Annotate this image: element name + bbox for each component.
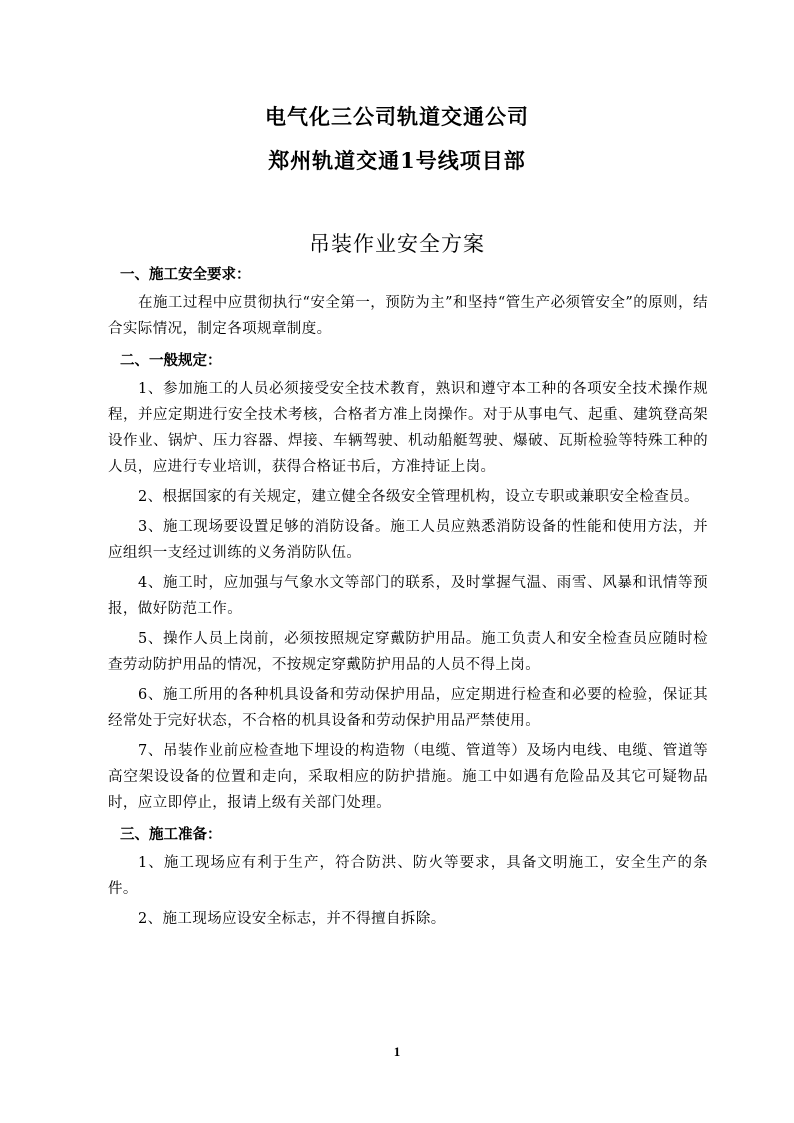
page-number: 1 xyxy=(393,1044,401,1059)
paragraph: 1、参加施工的人员必须接受安全技术教育，熟识和遵守本工种的各项安全技术操作规程，并应定期进行安全技术考核，合格者方准上岗操作。对于从事电气、起重、建筑登高架设作业、锅炉、压力容器、焊接、车辆驾驶、机动船艇驾驶、爆破、瓦斯检验等特殊工种的人员，应进行专业培训，获得合格证书后，方准持证上岗。 xyxy=(108,381,708,475)
document-body xyxy=(108,260,708,936)
section-heading: 三、施工准备： xyxy=(120,826,222,843)
paragraph: 6、施工所用的各种机具设备和劳动保护用品，应定期进行检查和必要的检验，保证其经常处于完好状态，不合格的机具设备和劳动保护用品严禁使用。 xyxy=(108,687,708,729)
paragraph: 7、吊装作业前应检查地下埋设的构造物（电缆、管道等）及场内电线、电缆、管道等高空架设设备的位置和走向，采取相应的防护措施。施工中如遇有危险品及其它可疑物品时，应立即停止，报请上级有关部门处理。 xyxy=(108,743,708,811)
paragraph: 在施工过程中应贯彻执行“安全第一，预防为主”和坚持“管生产必须管安全”的原则，结合实际情况，制定各项规章制度。 xyxy=(108,295,708,337)
paragraph: 4、施工时，应加强与气象水文等部门的联系，及时掌握气温、雨雪、风暴和讯情等预报，做好防范工作。 xyxy=(108,575,708,617)
section-heading: 一、施工安全要求： xyxy=(120,266,251,283)
section-heading: 二、一般规定： xyxy=(120,352,222,369)
paragraph: 2、根据国家的有关规定，建立健全各级安全管理机构，设立专职或兼职安全检查员。 xyxy=(138,489,699,505)
paragraph: 5、操作人员上岗前，必须按照规定穿戴防护用品。施工负责人和安全检查员应随时检查劳动防护用品的情况，不按规定穿戴防护用品的人员不得上岗。 xyxy=(108,631,708,673)
organization-name: 电气化三公司轨道交通公司 xyxy=(265,104,529,129)
paragraph: 3、施工现场要设置足够的消防设备。施工人员应熟悉消防设备的性能和使用方法，并应组织一支经过训练的义务消防队伍。 xyxy=(108,519,708,561)
paragraph: 1、施工现场应有利于生产，符合防洪、防火等要求，具备文明施工，安全生产的条件。 xyxy=(108,855,708,897)
paragraph: 2、施工现场应设安全标志，并不得擅自拆除。 xyxy=(138,911,446,927)
document-title: 吊装作业安全方案 xyxy=(309,232,485,256)
project-department-name: 郑州轨道交通1号线项目部 xyxy=(268,148,526,173)
